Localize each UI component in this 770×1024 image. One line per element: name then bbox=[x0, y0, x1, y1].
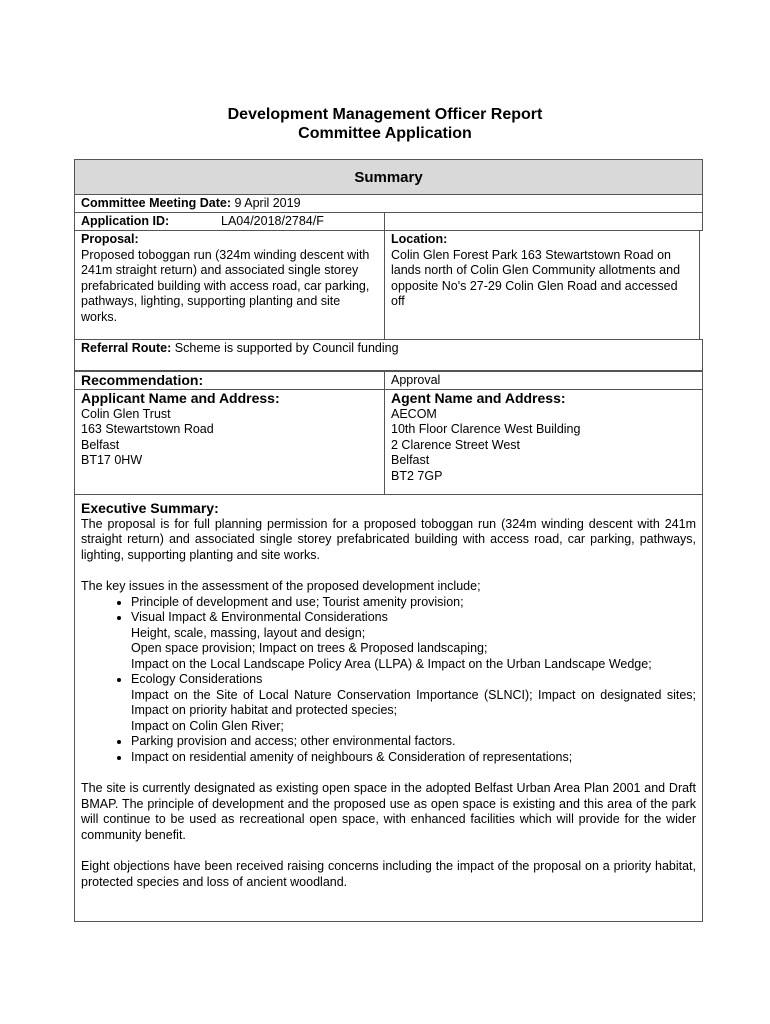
proposal-label: Proposal: bbox=[81, 232, 139, 246]
application-id-label: Application ID: bbox=[81, 214, 170, 228]
agent-line: 10th Floor Clarence West Building bbox=[391, 422, 581, 436]
referral-row bbox=[74, 339, 703, 371]
list-item bbox=[131, 750, 696, 766]
applicant-line: BT17 0HW bbox=[81, 453, 143, 467]
bullet-subtext: Impact on the Local Landscape Policy Area (LLPA) & Impact on the Urban Landscape Wedge; bbox=[131, 656, 652, 671]
bullet-text: Principle of development and use; Tourist amenity provision; bbox=[131, 594, 464, 609]
referral-value: Scheme is supported by Council funding bbox=[174, 341, 399, 355]
proposal-cell bbox=[74, 230, 385, 340]
meeting-date-row bbox=[74, 194, 703, 213]
site-paragraph: The site is currently designated as existing open space in the adopted Belfast Urban Area Plan 2001 and Draft BMAP. The principle of development and the proposed use as open space is existing and this area of the park will continue to be used as recreational open space, with enhanced facilities which will provide for the wider community benefit. bbox=[81, 781, 696, 842]
objections-paragraph: Eight objections have been received raising concerns including the impact of the proposal on a priority habitat, protected species and loss of ancient woodland. bbox=[81, 859, 696, 889]
applicant-line: Belfast bbox=[81, 437, 120, 452]
executive-summary-cell bbox=[74, 494, 703, 922]
location-cell bbox=[384, 230, 700, 340]
bullet-text: Parking provision and access; other environmental factors. bbox=[131, 734, 456, 748]
agent-line: AECOM bbox=[391, 406, 437, 421]
summary-heading: Summary bbox=[74, 159, 703, 195]
bullet-text: Visual Impact & Environmental Considerations bbox=[131, 610, 388, 624]
application-id-empty bbox=[384, 212, 703, 231]
bullet-subtext: Impact on the Site of Local Nature Conservation Importance (SLNCI); Impact on designated sites; Impact on priority habitat and protected species; bbox=[131, 687, 696, 717]
report-title: Development Management Officer Report bbox=[227, 106, 543, 123]
list-item bbox=[131, 734, 696, 750]
agent-label: Agent Name and Address: bbox=[391, 390, 566, 406]
bullet-subtext: Impact on Colin Glen River; bbox=[131, 718, 284, 733]
bullet-subtext: Open space provision; Impact on trees & Proposed landscaping; bbox=[131, 641, 488, 655]
agent-line: 2 Clarence Street West bbox=[391, 437, 520, 452]
executive-intro: The proposal is for full planning permission for a proposed toboggan run (324m winding descent with 241m straight return) and associated single storey prefabricated building with access road, car parking, pathways, lighting, supporting planting and site works. bbox=[81, 516, 696, 562]
agent-cell bbox=[384, 389, 703, 495]
applicant-label: Applicant Name and Address: bbox=[81, 390, 280, 406]
meeting-date-label: Committee Meeting Date: bbox=[81, 196, 232, 210]
key-issues-list bbox=[81, 595, 696, 766]
proposal-text: Proposed toboggan run (324m winding descent with 241m straight return) and associated single storey prefabricated building with access road, car parking, pathways, lighting, supporting planting and site works. bbox=[81, 247, 370, 324]
applicant-cell bbox=[74, 389, 385, 495]
location-text: Colin Glen Forest Park 163 Stewartstown Road on lands north of Colin Glen Community allotments and opposite No's 27-29 Colin Glen Road and accessed off bbox=[391, 247, 681, 308]
executive-summary-heading: Executive Summary: bbox=[81, 500, 219, 516]
applicant-line: 163 Stewartstown Road bbox=[81, 422, 214, 436]
location-label: Location: bbox=[391, 232, 448, 246]
list-item bbox=[131, 610, 696, 672]
applicant-line: Colin Glen Trust bbox=[81, 406, 171, 421]
application-id-row bbox=[74, 212, 385, 231]
referral-label: Referral Route: bbox=[81, 341, 172, 355]
bullet-subtext: Height, scale, massing, layout and design; bbox=[131, 625, 366, 640]
key-issues-intro: The key issues in the assessment of the proposed development include; bbox=[81, 579, 481, 593]
agent-line: BT2 7GP bbox=[391, 468, 443, 483]
report-subtitle: Committee Application bbox=[298, 125, 472, 142]
agent-line: Belfast bbox=[391, 453, 430, 467]
recommendation-value: Approval bbox=[384, 371, 703, 390]
recommendation-label: Recommendation: bbox=[74, 371, 385, 390]
list-item bbox=[131, 595, 696, 611]
application-id-value: LA04/2018/2784/F bbox=[221, 214, 324, 228]
bullet-text: Impact on residential amenity of neighbours & Consideration of representations; bbox=[131, 749, 573, 764]
bullet-text: Ecology Considerations bbox=[131, 672, 263, 686]
list-item bbox=[131, 672, 696, 734]
meeting-date-value: 9 April 2019 bbox=[234, 196, 301, 210]
